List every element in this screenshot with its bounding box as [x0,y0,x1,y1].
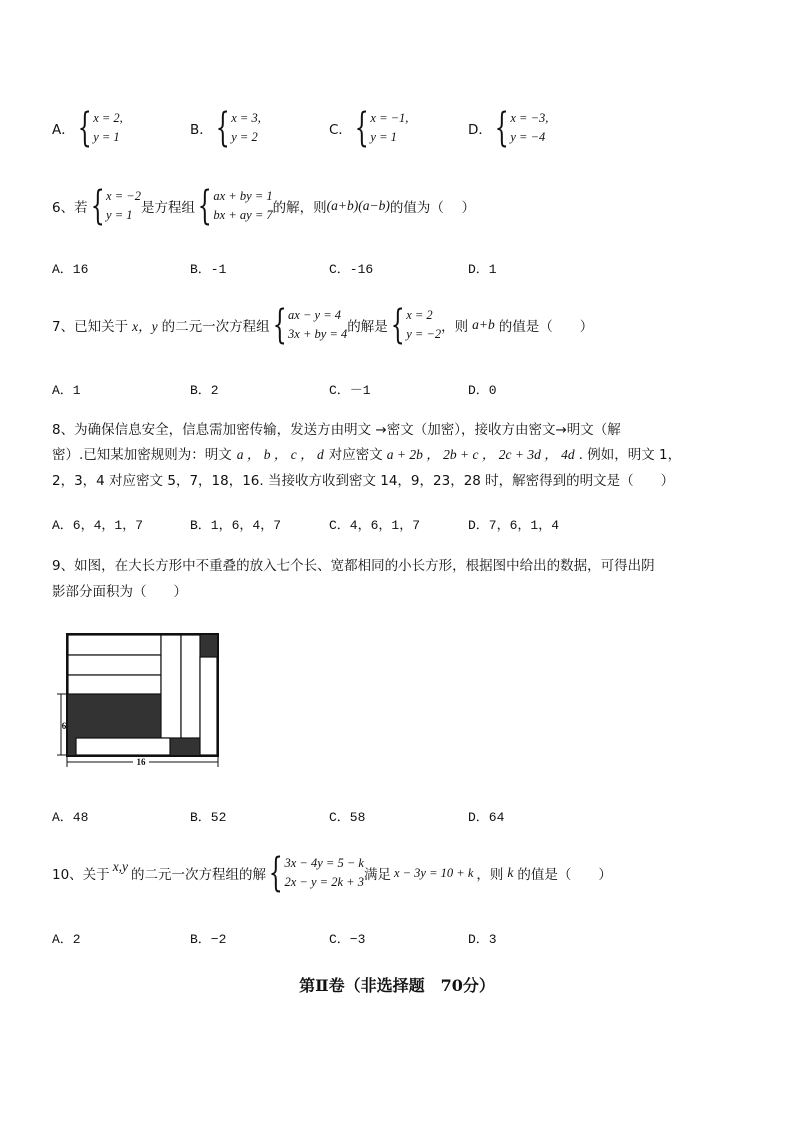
brace-icon: { [268,850,283,896]
q9-line-2: 影部分面积为（ ） [52,584,187,600]
q5-option-c: C． { x = −1, y = 1 [329,105,409,151]
q5-option-b-system: { x = 3, y = 2 [215,105,261,151]
small-rect-7 [76,738,170,755]
shaded-region-bottom [170,738,200,755]
q5-option-a: A． { x = 2, y = 1 [52,105,123,151]
brace-icon: { [494,105,509,151]
q7-option-c: C．－1 [329,383,371,398]
brace-icon: { [390,302,405,348]
q5-option-d: D． { x = −3, y = −4 [468,105,549,151]
small-rect-3 [68,675,161,694]
brace-icon: { [215,105,230,151]
brace-icon: { [354,105,369,151]
q6-solution-system: { x = −2 y = 1 [90,183,141,229]
q9-figure [55,628,225,770]
q9-option-b: B．52 [190,810,227,825]
brace-icon: { [90,183,105,229]
q6-option-d: D．1 [468,262,497,277]
q5-option-a-system: { x = 2, y = 1 [77,105,123,151]
q10-option-a: A．2 [52,932,81,947]
q8-option-b: B．1，6，4，7 [190,518,282,533]
brace-icon: { [272,302,287,348]
q7-equation-system: { ax − y = 4 3x + by = 4 [272,302,348,348]
q5-option-d-system: { x = −3, y = −4 [494,105,549,151]
q10-equation-system: { 3x − 4y = 5 − k 2x − y = 2k + 3 [268,850,364,896]
q8-line-2: 密）.已知某加密规则为：明文 a ， b ， c ， d 对应密文 a + 2b ， 2b + c ， 2c + 3d ， 4d . 例如，明文 1， [52,447,682,463]
q6-stem: 6、若 { x = −2 y = 1 是方程组 { ax + by = 1 bx + ay = 7 的解，则 (a+b)(a−b) 的值为（ ） [52,183,476,229]
q6-option-c: C．-16 [329,262,374,277]
shaded-region-corner [200,635,217,657]
q8-option-a: A．6，4，1，7 [52,518,144,533]
width-label: 16 [136,757,146,767]
q6-option-a: A．16 [52,262,89,277]
q8-line-3: 2，3，4 对应密文 5，7，18，16. 当接收方收到密文 14，9，23，28 时，解密得到的明文是（ ） [52,473,675,489]
q9-line-1: 9、如图，在大长方形中不重叠的放入七个长、宽都相同的小长方形，根据图中给出的数据，可得出阴 [52,558,655,574]
q5-option-b: B． { x = 3, y = 2 [190,105,261,151]
brace-icon: { [77,105,92,151]
height-label: 6 [61,721,67,731]
small-rect-2 [68,655,161,675]
q7-option-d: D．0 [468,383,497,398]
small-rect-4 [161,635,181,738]
shaded-region-left-strip [68,738,76,755]
q10-stem: 10、关于 x,y 的二元一次方程组的解 { 3x − 4y = 5 − k 2x − y = 2k + 3 满足 x − 3y = 10 + k ，则 k 的值是（ ） [52,850,612,896]
q9-option-a: A．48 [52,810,89,825]
q7-option-b: B．2 [190,383,219,398]
shaded-region-left [68,694,161,738]
small-rect-5 [181,635,200,738]
q8-option-d: D．7，6，1，4 [468,518,560,533]
brace-icon: { [197,183,212,229]
q6-equation-system: { ax + by = 1 bx + ay = 7 [197,183,273,229]
q6-option-b: B．-1 [190,262,227,277]
q8-line-1: 8、为确保信息安全，信息需加密传输，发送方由明文 →密文（加密），接收方由密文→明文（解 [52,422,621,438]
q9-option-d: D．64 [468,810,505,825]
q10-option-c: C．−3 [329,932,366,947]
q7-solution-system: { x = 2 y = −2 [390,302,442,348]
q10-option-d: D．3 [468,932,497,947]
small-rect-1 [68,635,161,655]
q8-option-c: C．4，6，1，7 [329,518,421,533]
section-heading: 第Ⅱ卷（非选择题 70分） [299,976,495,995]
q10-option-b: B．−2 [190,932,227,947]
q5-option-c-system: { x = −1, y = 1 [354,105,409,151]
q7-option-a: A．1 [52,383,81,398]
q7-stem: 7、已知关于 x，y 的二元一次方程组 { ax − y = 4 3x + by = 4 的解是 { x = 2 y = −2 ，则 a+b 的值是（ ） [52,302,594,348]
small-rect-6 [200,657,217,755]
q9-option-c: C．58 [329,810,366,825]
